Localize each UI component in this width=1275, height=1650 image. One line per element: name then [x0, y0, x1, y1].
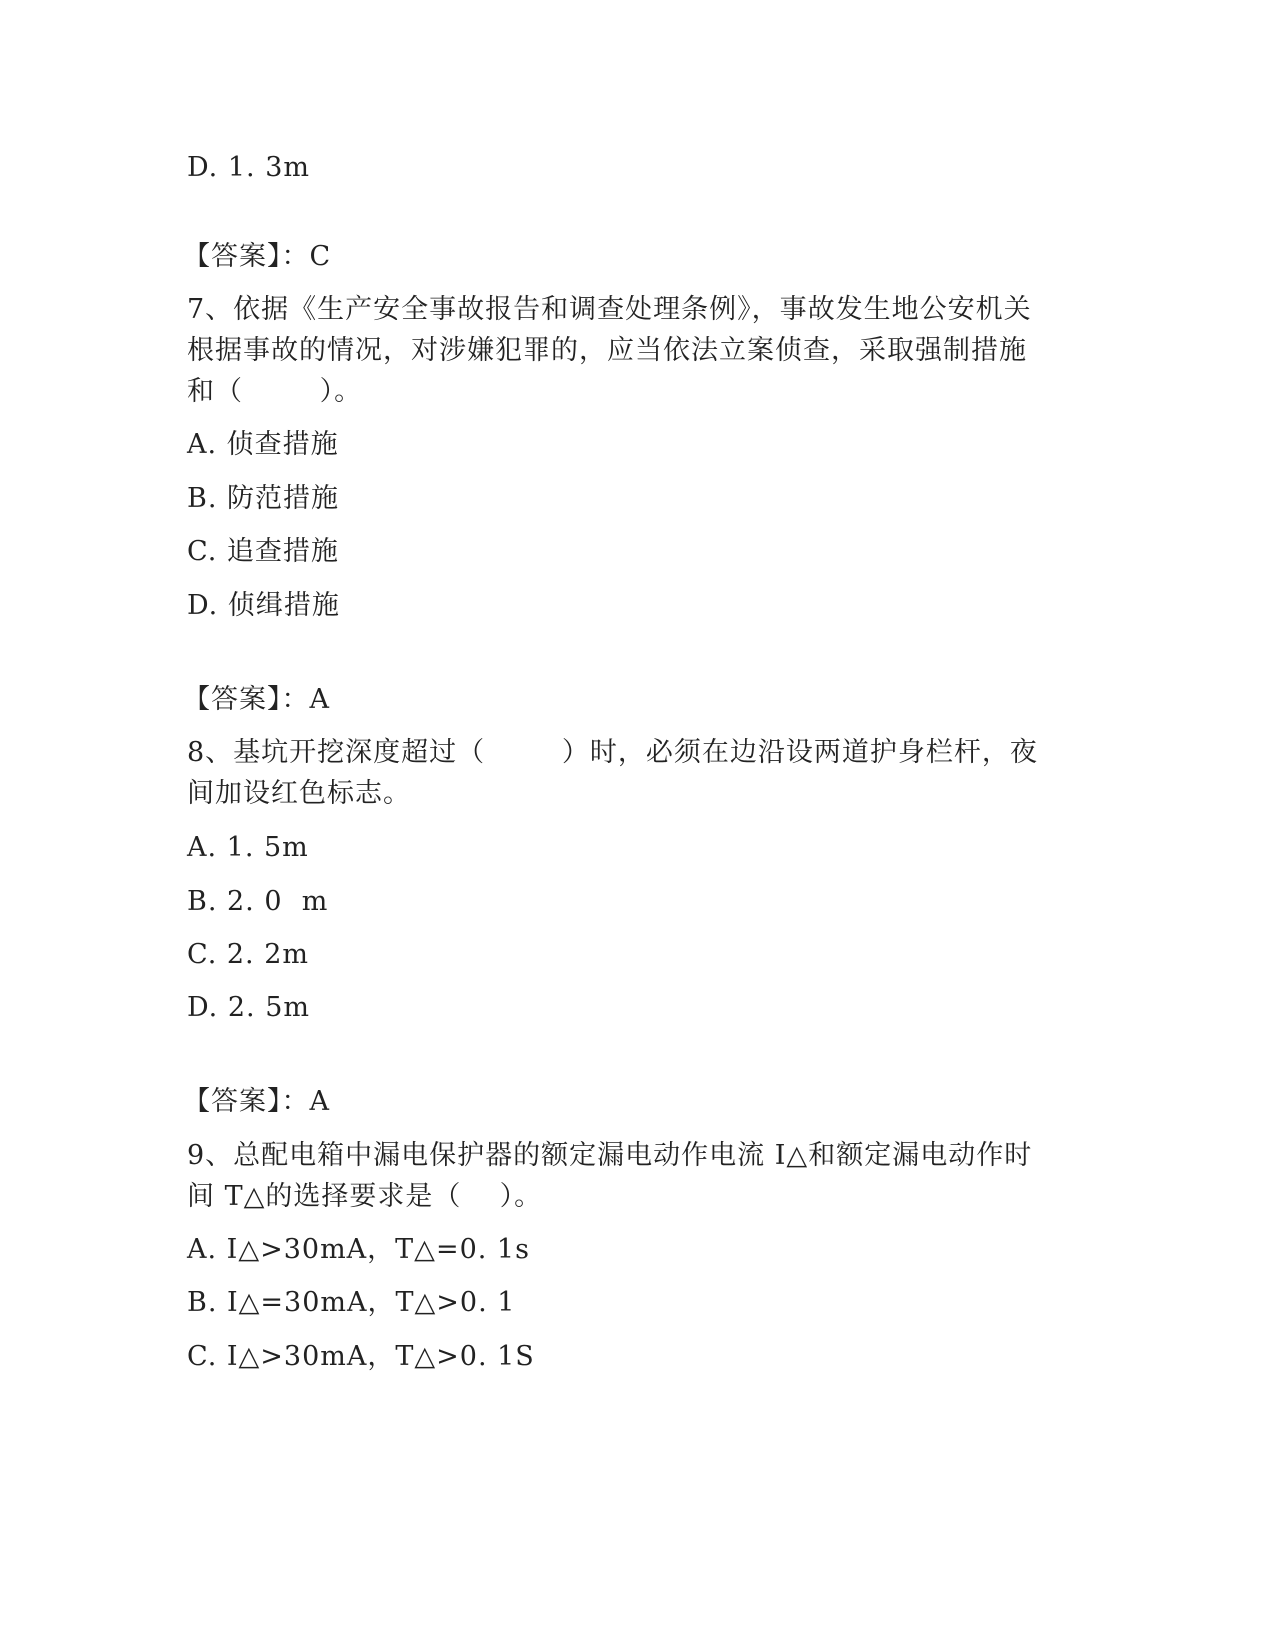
- q9-option-a: A. I△>30mA，T△=0. 1s: [187, 1234, 530, 1265]
- q8-stem-line-1: 8、基坑开挖深度超过（ ）时，必须在边沿设两道护身栏杆，夜: [187, 737, 1038, 768]
- q7-option-d: D. 侦缉措施: [187, 590, 340, 621]
- q7-answer: 【答案】：A: [183, 684, 330, 715]
- q7-stem-line-1: 7、依据《生产安全事故报告和调查处理条例》，事故发生地公安机关: [187, 294, 1032, 325]
- q8-stem-line-2: 间加设红色标志。: [187, 778, 411, 809]
- q9-option-b: B. I△=30mA，T△>0. 1: [187, 1287, 516, 1318]
- q9-stem-line-1: 9、总配电箱中漏电保护器的额定漏电动作电流 I△和额定漏电动作时: [187, 1140, 1033, 1171]
- q7-stem-line-2: 根据事故的情况，对涉嫌犯罪的，应当依法立案侦查，采取强制措施: [187, 335, 1027, 366]
- q8-option-d: D. 2. 5m: [187, 992, 310, 1023]
- q8-answer: 【答案】：A: [183, 1086, 330, 1117]
- q8-option-a: A. 1. 5m: [187, 832, 309, 863]
- prev-option-d: D. 1. 3m: [187, 152, 310, 183]
- q7-option-a: A. 侦查措施: [187, 429, 339, 460]
- q7-stem-line-3: 和（ ）。: [187, 376, 363, 407]
- q9-option-c: C. I△>30mA，T△>0. 1S: [187, 1341, 535, 1372]
- q8-option-c: C. 2. 2m: [187, 939, 309, 970]
- q8-option-b: B. 2. 0 m: [187, 886, 329, 917]
- q7-option-b: B. 防范措施: [187, 483, 340, 514]
- q7-option-c: C. 追查措施: [187, 536, 339, 567]
- q9-stem-line-2: 间 T△的选择要求是（ ）。: [187, 1181, 543, 1212]
- prev-answer: 【答案】：C: [183, 241, 332, 272]
